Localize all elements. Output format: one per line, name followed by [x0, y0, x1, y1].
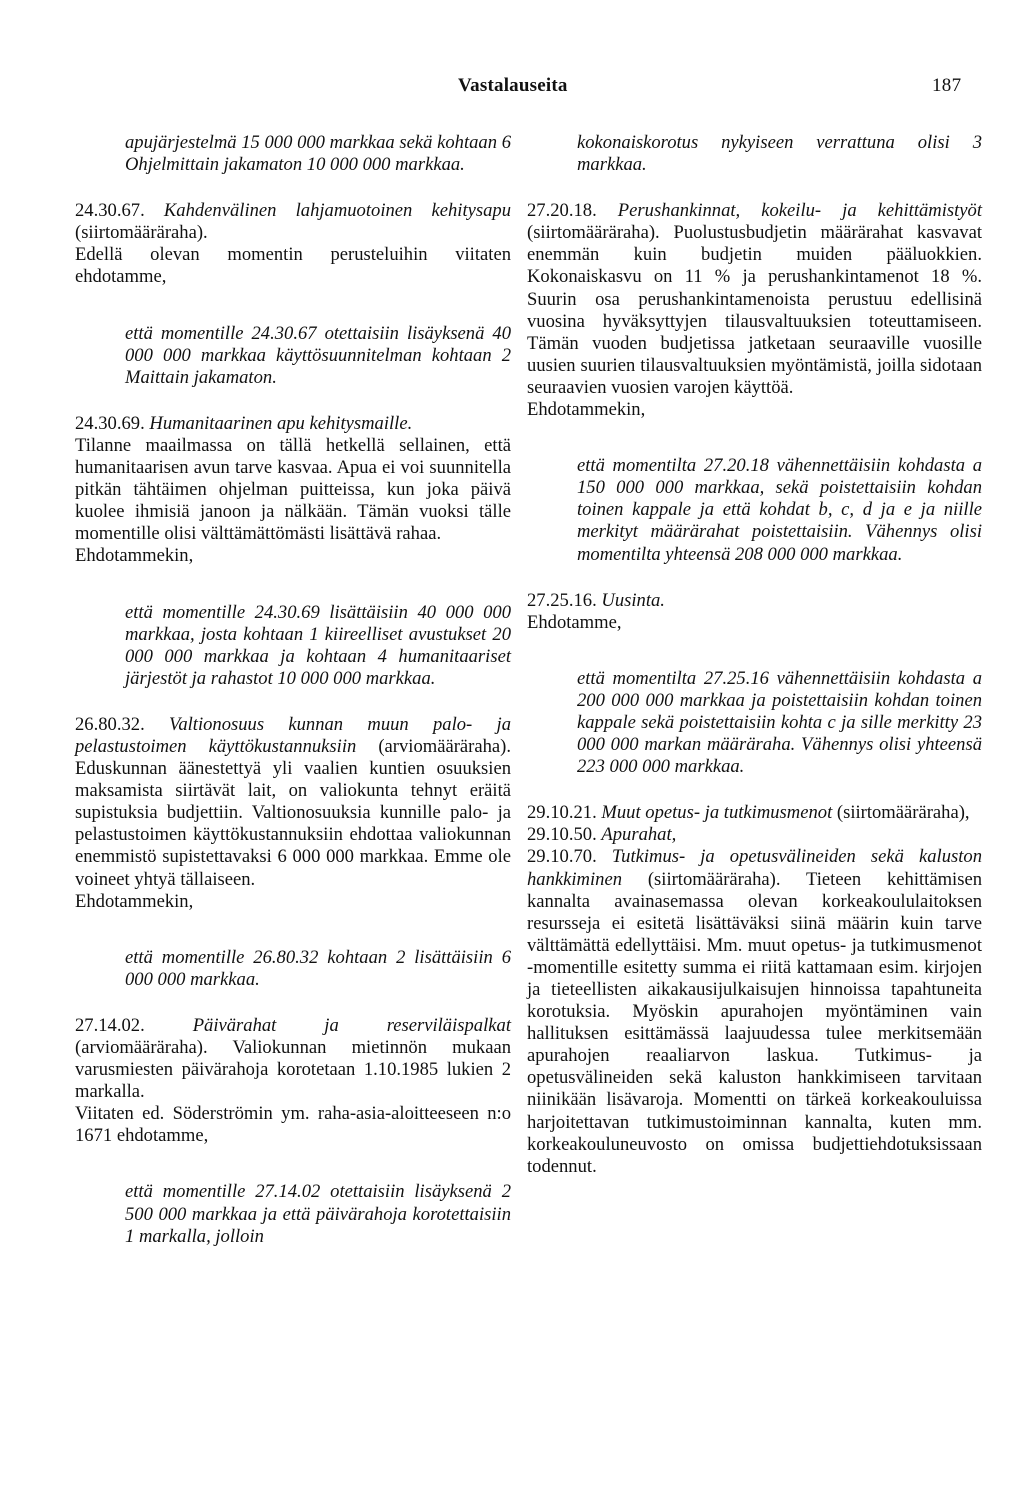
section-code: 29.10.70. [527, 846, 597, 868]
section-code: 24.30.67. [75, 200, 145, 222]
section-title: Valtionosuus kunnan muun palo- ja pelastustoimen käyttökustannuksiin [75, 713, 511, 757]
section-title: Kahdenvälinen lahjamuotoinen kehitysapu [163, 200, 511, 222]
section-title: Tutkimus- ja opetusvälineiden sekä kaluston hankkiminen [527, 846, 982, 890]
proposal: että momentille 24.30.67 otettaisiin lisäyksenä 40 000 000 markkaa käyttösuunnitelman kohtaan 2 Maittain jakamaton. [125, 322, 511, 388]
page-number: 187 [932, 75, 962, 96]
section-code: 27.14.02. [75, 1014, 145, 1036]
paragraph: Edellä olevan momentin perusteluihin viitaten ehdotamme, [75, 244, 511, 288]
section-title: Apurahat, [601, 824, 677, 846]
proposal: että momentille 24.30.69 lisättäisiin 40 000 000 markkaa, josta kohtaan 1 kiireelliset avustukset 20 000 000 markkaa ja kohtaan 4 humanitaariset järjestöt ja rahastot 10 000 000 markkaa. [125, 601, 511, 689]
proposal: että momentille 27.14.02 otettaisiin lisäyksenä 2 500 000 markkaa ja että päivärahoja korotettaisiin 1 markalla, jolloin [125, 1181, 511, 1247]
paragraph: Viitaten ed. Söderströmin ym. raha-asia-aloitteeseen n:o 1671 ehdotamme, [75, 1103, 511, 1147]
paragraph: Tilanne maailmassa on tällä hetkellä sellainen, että humanitaarisen avun tarve kasvaa. Apua ei voi suunnitella pitkän tähtäimen ohjelman puitteissa, kun joka päivä kuolee ihmisiä janoon ja nälkään. Tämän vuoksi tälle momentille olisi välttämättömästi lisättävä rahaa. [75, 434, 511, 545]
paragraph: Eduskunnan äänestettyä yli vaalien kuntien osuuksien maksamista siirtävät lait, on valiokunta tehnyt eräitä supistuksia budjettiin. Valtionosuuksia kunnille palo- ja pelastustoimen käyttökustannuksiin ehdottaa valiokunnan enemmistö supistettavaksi 6 000 000 markkaa. Emme ole voineet yhtyä tällaiseen. [75, 758, 511, 890]
section-title: Humanitaarinen apu kehitysmaille. [149, 412, 413, 434]
section-type: (siirtomääräraha). [527, 222, 660, 244]
section-title: Perushankinnat, kokeilu- ja kehittämistyöt [617, 200, 982, 222]
section-type: (arviomääräraha). [75, 1037, 208, 1058]
section-title: Uusinta. [601, 589, 665, 611]
section-27-20-18 [527, 200, 982, 399]
proposal: että momentilta 27.20.18 vähennettäisiin kohdasta a 150 000 000 markkaa, sekä poistettaisiin kohdan toinen kappale ja että kohdat b, c, d ja e ja niille merkityt määrärahat poistettaisiin. Vähennys olisi momentilta yhteensä 208 000 000 markkaa. [577, 455, 982, 565]
proposal-lead: Ehdotamme, [527, 611, 622, 633]
section-code: 27.25.16. [527, 589, 597, 611]
proposal-lead: Ehdotammekin, [75, 890, 194, 912]
section-24-30-67 [75, 200, 511, 244]
section-29-10-70 [527, 846, 982, 1177]
section-29-10-50 [527, 824, 982, 846]
proposal-continuation: kokonaiskorotus nykyiseen verrattuna olisi 3 markkaa. [577, 132, 982, 176]
paragraph: Tieteen kehittämisen kannalta avainasemassa olevan korkeakoululaitoksen resursseja ei esitetä lisättäväksi siinä määrin kuin tarve välttämättä edellyttäisi. Mm. muut opetus- ja tutkimusmenot -momentille esitetty summa ei riitä kattamaan esim. kirjojen ja tieteellisten aikakausijulkaisujen hinnoissa tapahtuneita korotuksia. Myöskin apurahojen myöntäminen vain hallituksen esittämässä laajuudessa tulee merkitsemään apurahojen reaaliarvon laskua. Tutkimus- ja opetusvälineiden sekä kaluston hankkimiseen tarvitaan niinikään lisävaroja. Momentti on tärkeä korkeakouluissa harjoitettavan tutkimustoiminnan kannalta, kuten mm. korkeakouluneuvosto on omissa budjettiehdotuksissaan todennut. [527, 868, 982, 1177]
section-code: 27.20.18. [527, 200, 597, 222]
paragraph: Puolustusbudjetin määrärahat kasvavat enemmän kuin budjetin muiden pääluokkien. Kokonaiskasvu on 11 % ja perushankintamenot 18 %. Suurin osa perushankintamenoista perustuu edellisinä vuosina hyväksyttyjen tilausvaltuuksien toteuttamiseen. Tämän vuoden budjetissa jatketaan seuraaville vuosille uusien suurien tilausvaltuuksien myöntämistä, joilla sidotaan seuraavien vuosien varojen käyttöä. [527, 222, 982, 398]
proposal-lead: Ehdotammekin, [75, 545, 194, 567]
section-type: (siirtomääräraha). [647, 868, 781, 890]
section-code: 24.30.69. [75, 412, 145, 434]
section-title: Päivärahat ja reserviläispalkat [192, 1014, 511, 1036]
section-code: 29.10.50. [527, 824, 597, 846]
section-type: (siirtomääräraha), [836, 802, 970, 824]
proposal: että momentilta 27.25.16 vähennettäisiin kohdasta a 200 000 000 markkaa ja poistettaisiin kohdan toinen kappale sekä poistettaisiin kohta c ja sille merkitty 23 000 000 markan määräraha. Vähennys olisi yhteensä 223 000 000 markkaa. [577, 667, 982, 778]
running-header: Vastalauseita [458, 75, 568, 96]
section-type: (arviomääräraha). [378, 735, 511, 757]
right-column [527, 132, 982, 1178]
proposal-continuation: apujärjestelmä 15 000 000 markkaa sekä kohtaan 6 Ohjelmittain jakamaton 10 000 000 markkaa. [125, 132, 511, 176]
section-27-14-02 [75, 1015, 511, 1103]
left-column [75, 132, 511, 1248]
section-26-80-32 [75, 714, 511, 891]
section-27-25-16 [527, 590, 982, 612]
paragraph: Valiokunnan mietinnön mukaan varusmiesten päivärahoja korotetaan 1.10.1985 lukien 2 markalla. [75, 1037, 512, 1103]
section-type: (siirtomääräraha). [75, 222, 208, 244]
section-24-30-69 [75, 413, 511, 435]
section-code: 29.10.21. [527, 802, 597, 824]
section-title: Muut opetus- ja tutkimusmenot [601, 802, 833, 824]
section-code: 26.80.32. [75, 713, 145, 735]
proposal: että momentille 26.80.32 kohtaan 2 lisättäisiin 6 000 000 markkaa. [125, 946, 511, 990]
proposal-lead: Ehdotammekin, [527, 399, 646, 421]
section-29-10-21 [527, 802, 982, 824]
